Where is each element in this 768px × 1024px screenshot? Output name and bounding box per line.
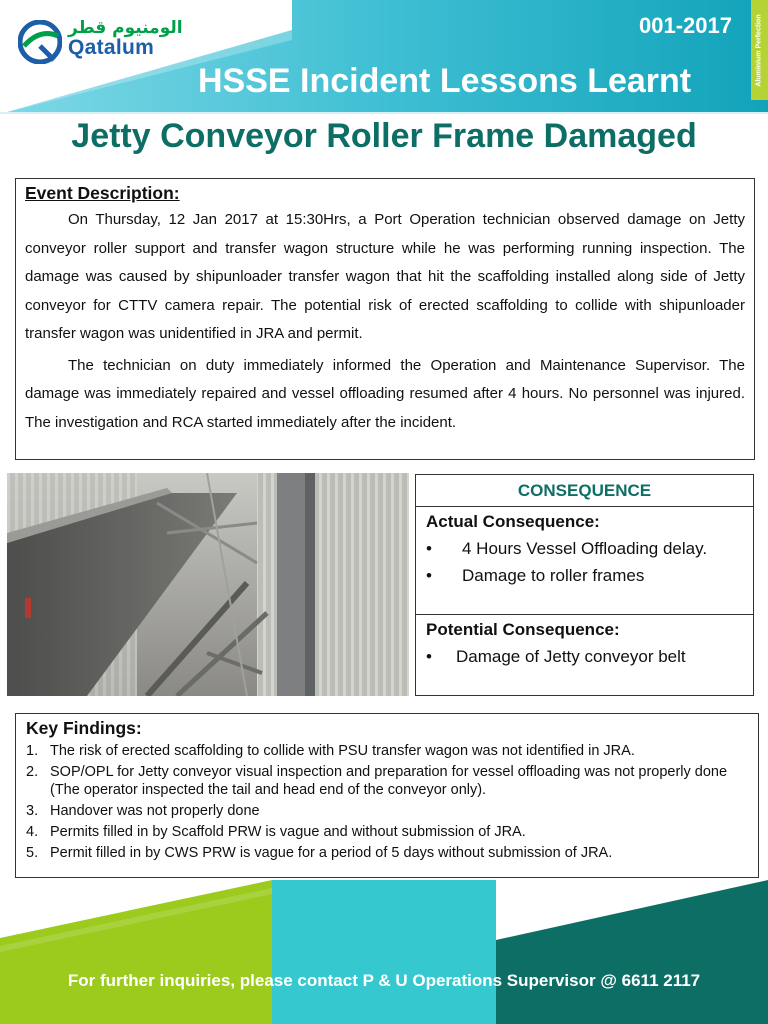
bullet-icon: • xyxy=(426,539,432,558)
tagline-text: Aluminium Perfection xyxy=(756,13,763,87)
potential-consequence-item xyxy=(426,643,743,670)
actual-consequence-section xyxy=(416,507,753,615)
event-description-heading: Event Description: xyxy=(25,183,180,203)
tagline xyxy=(751,0,768,100)
actual-consequence-text: 4 Hours Vessel Offloading delay. xyxy=(462,539,708,558)
logo-mark-icon xyxy=(18,20,62,64)
finding-text: The risk of erected scaffolding to collide with PSU transfer wagon was not identified in JRA. xyxy=(50,743,635,759)
logo-arabic-text: الومنيوم قطر xyxy=(68,18,183,38)
qatalum-logo xyxy=(18,18,183,68)
finding-item xyxy=(26,763,750,799)
consequence-box xyxy=(415,474,754,696)
potential-consequence-section xyxy=(416,615,753,670)
finding-item xyxy=(26,823,750,841)
event-description-box xyxy=(15,178,755,460)
consequence-header: CONSEQUENCE xyxy=(416,475,753,507)
event-paragraph-1: On Thursday, 12 Jan 2017 at 15:30Hrs, a Port Operation technician observed damage on Jetty conveyor roller support and transfer wagon structure while he was performing running inspection. The damage was caused by shipunloader transfer wagon that hit the scaffolding installed along side of Jetty conveyor for CTTV camera repair. The potential risk of erected scaffolding to collide with shipunloader transfer wagon was unidentified in JRA and permit. xyxy=(25,211,745,342)
issue-number: 001-2017 xyxy=(639,13,732,38)
event-paragraph-2: The technician on duty immediately informed the Operation and Maintenance Supervisor. The damage was immediately repaired and vessel offloading resumed after 4 hours. No personnel was injured. The investigation and RCA started immediately after the incident. xyxy=(25,356,745,431)
potential-consequence-heading: Potential Consequence: xyxy=(426,620,620,639)
finding-text: SOP/OPL for Jetty conveyor visual inspection and preparation for vessel offloading was not properly done (The operator inspected the tail and head end of the conveyor only). xyxy=(50,764,728,798)
footer-background xyxy=(0,880,768,1024)
actual-consequence-item xyxy=(426,562,743,589)
incident-photo xyxy=(7,473,409,696)
banner-title: HSSE Incident Lessons Learnt xyxy=(198,62,692,100)
bullet-icon: • xyxy=(426,566,432,585)
bullet-icon: • xyxy=(426,647,432,666)
footer-contact-text: For further inquiries, please contact P & U Operations Supervisor @ 6611 2117 xyxy=(67,971,701,990)
key-findings-heading: Key Findings: xyxy=(26,718,142,738)
finding-item xyxy=(26,742,750,760)
actual-consequence-item xyxy=(426,535,743,562)
potential-consequence-text: Damage of Jetty conveyor belt xyxy=(456,647,686,666)
finding-number: 4. xyxy=(26,824,39,840)
finding-number: 2. xyxy=(26,764,39,780)
finding-number: 3. xyxy=(26,803,39,819)
finding-text: Permits filled in by Scaffold PRW is vague and without submission of JRA. xyxy=(50,824,526,840)
actual-consequence-text: Damage to roller frames xyxy=(462,566,645,585)
finding-number: 5. xyxy=(26,845,39,861)
finding-number: 1. xyxy=(26,743,39,759)
finding-item xyxy=(26,844,750,862)
finding-text: Handover was not properly done xyxy=(50,803,260,819)
actual-consequence-heading: Actual Consequence: xyxy=(426,512,600,531)
page-title: Jetty Conveyor Roller Frame Damaged xyxy=(71,117,697,155)
key-findings-box xyxy=(15,713,759,878)
finding-text: Permit filled in by CWS PRW is vague for a period of 5 days without submission of JRA. xyxy=(50,845,613,861)
logo-latin-text: Qatalum xyxy=(68,36,155,59)
finding-item xyxy=(26,802,750,820)
